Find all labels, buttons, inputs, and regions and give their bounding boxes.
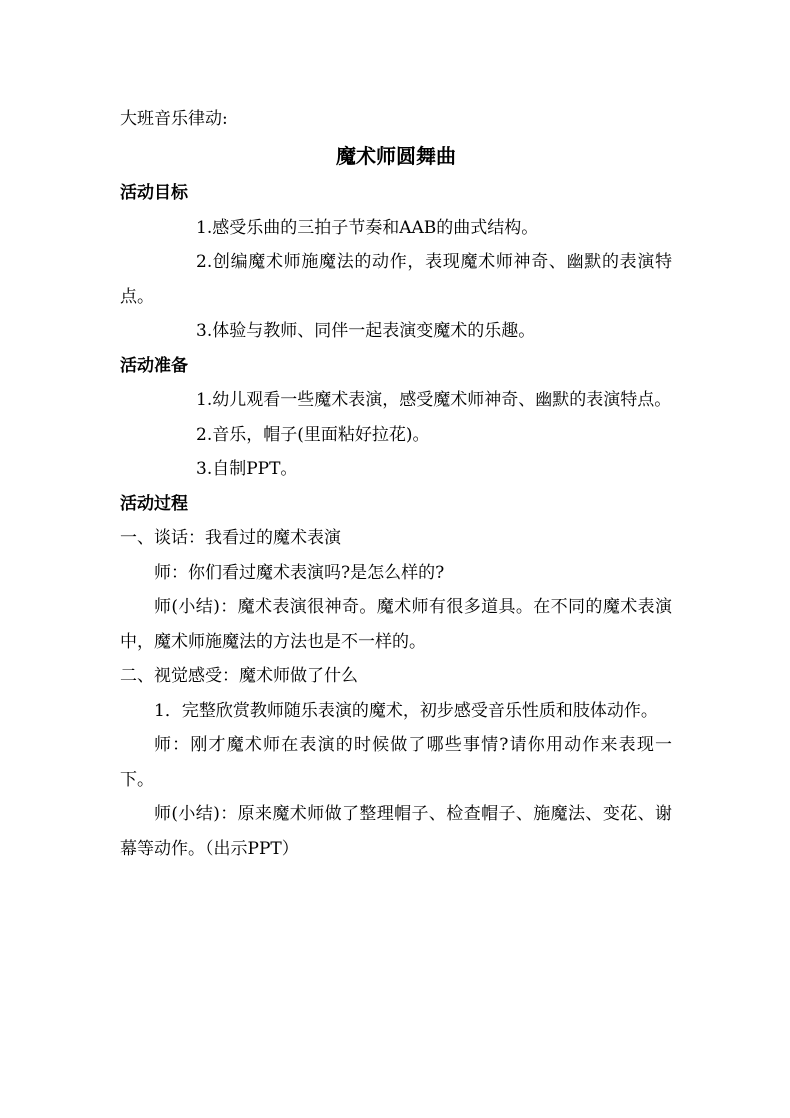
preparation-item: 1.幼儿观看一些魔术表演，感受魔术师神奇、幽默的表演特点。 [196,390,672,410]
document-body [120,102,672,866]
document-title: 魔术师圆舞曲 [336,144,456,168]
document-subtitle: 大班音乐律动: [120,109,228,129]
process-paragraph: 师：你们看过魔术表演吗?是怎么样的? [154,562,445,583]
preparation-item: 2.音乐，帽子(里面粘好拉花)。 [196,424,430,445]
process-paragraph: 师(小结)：原来魔术师做了整理帽子、检查帽子、施魔法、变花、谢幕等动作。（出示PPT） [120,804,672,859]
preparation-item: 3.自制PPT。 [196,459,298,479]
process-step-heading: 二、视觉感受：魔术师做了什么 [120,666,358,686]
process-paragraph: 1．完整欣赏教师随乐表演的魔术，初步感受音乐性质和肢体动作。 [154,700,658,721]
section-heading-preparation: 活动准备 [120,355,188,376]
section-heading-process: 活动过程 [120,493,188,514]
section-heading-goals: 活动目标 [120,183,188,203]
goal-item: 1.感受乐曲的三拍子节奏和AAB的曲式结构。 [196,217,539,238]
process-paragraph: 师：刚才魔术师在表演的时候做了哪些事情?请你用动作来表现一下。 [120,735,672,790]
goal-item: 3.体验与教师、同伴一起表演变魔术的乐趣。 [196,321,536,341]
process-step-heading: 一、谈话：我看过的魔术表演 [120,528,341,548]
goal-item: 2.创编魔术师施魔法的动作，表现魔术师神奇、幽默的表演特点。 [120,252,672,307]
process-paragraph: 师(小结)：魔术表演很神奇。魔术师有很多道具。在不同的魔术表演中，魔术师施魔法的方法也是不一样的。 [120,597,672,652]
